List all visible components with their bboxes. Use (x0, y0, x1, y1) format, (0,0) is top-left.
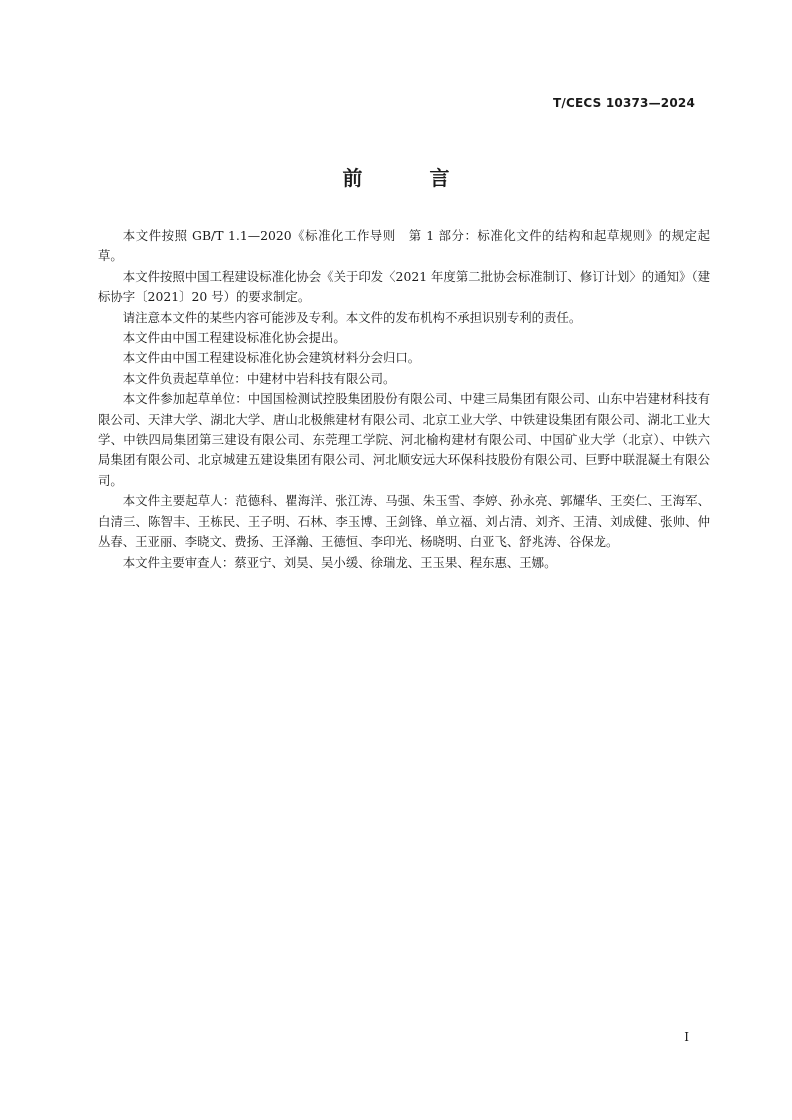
paragraph-lead-drafter: 本文件负责起草单位：中建材中岩科技有限公司。 (122, 370, 396, 386)
paragraph-main-reviewers: 本文件主要审查人：蔡亚宁、刘昊、吴小缓、徐瑞龙、王玉果、程东惠、王娜。 (122, 554, 557, 570)
foreword-body (98, 226, 710, 573)
paragraph-proposer: 本文件由中国工程建设标准化协会提出。 (122, 330, 346, 346)
paragraph-administrator: 本文件由中国工程建设标准化协会建筑材料分会归口。 (122, 350, 421, 366)
page-number: I (684, 1030, 689, 1044)
page-title: 前 言 (342, 166, 480, 190)
paragraph-participating-units: 本文件参加起草单位：中国国检测试控股集团股份有限公司、中建三局集团有限公司、山东中岩建材科技有限公司、天津大学、湖北大学、唐山北极熊建材有限公司、北京工业大学、中铁建设集团有限公司、湖北工业大学、中铁四局集团第三建设有限公司、东莞理工学院、河北榆构建材有限公司、中国矿业大学（北京）、中铁六局集团有限公司、北京城建五建设集团有限公司、河北顺安远大环保科技股份有限公司、巨野中联混凝土有限公司。 (98, 391, 710, 488)
paragraph-main-drafters: 本文件主要起草人：范德科、瞿海洋、张江涛、马强、朱玉雪、李婷、孙永亮、郭耀华、王奕仁、王海军、白清三、陈智丰、王栋民、王子明、石林、李玉博、王剑锋、单立福、刘占清、刘齐、王清、刘成健、张帅、仲丛春、王亚丽、李晓文、费扬、王泽瀚、王德恒、李印光、杨晓明、白亚飞、舒兆涛、谷保龙。 (98, 493, 710, 550)
standard-number: T/CECS 10373—2024 (553, 96, 695, 110)
paragraph-plan-notice: 本文件按照中国工程建设标准化协会《关于印发〈2021 年度第二批协会标准制订、修订计划〉的通知》（建标协字〔2021〕20 号）的要求制定。 (98, 268, 710, 305)
paragraph-drafting-rules: 本文件按照 GB/T 1.1—2020《标准化工作导则 第 1 部分：标准化文件的结构和起草规则》的规定起草。 (98, 228, 710, 264)
paragraph-patent-notice: 请注意本文件的某些内容可能涉及专利。本文件的发布机构不承担识别专利的责任。 (122, 309, 582, 325)
